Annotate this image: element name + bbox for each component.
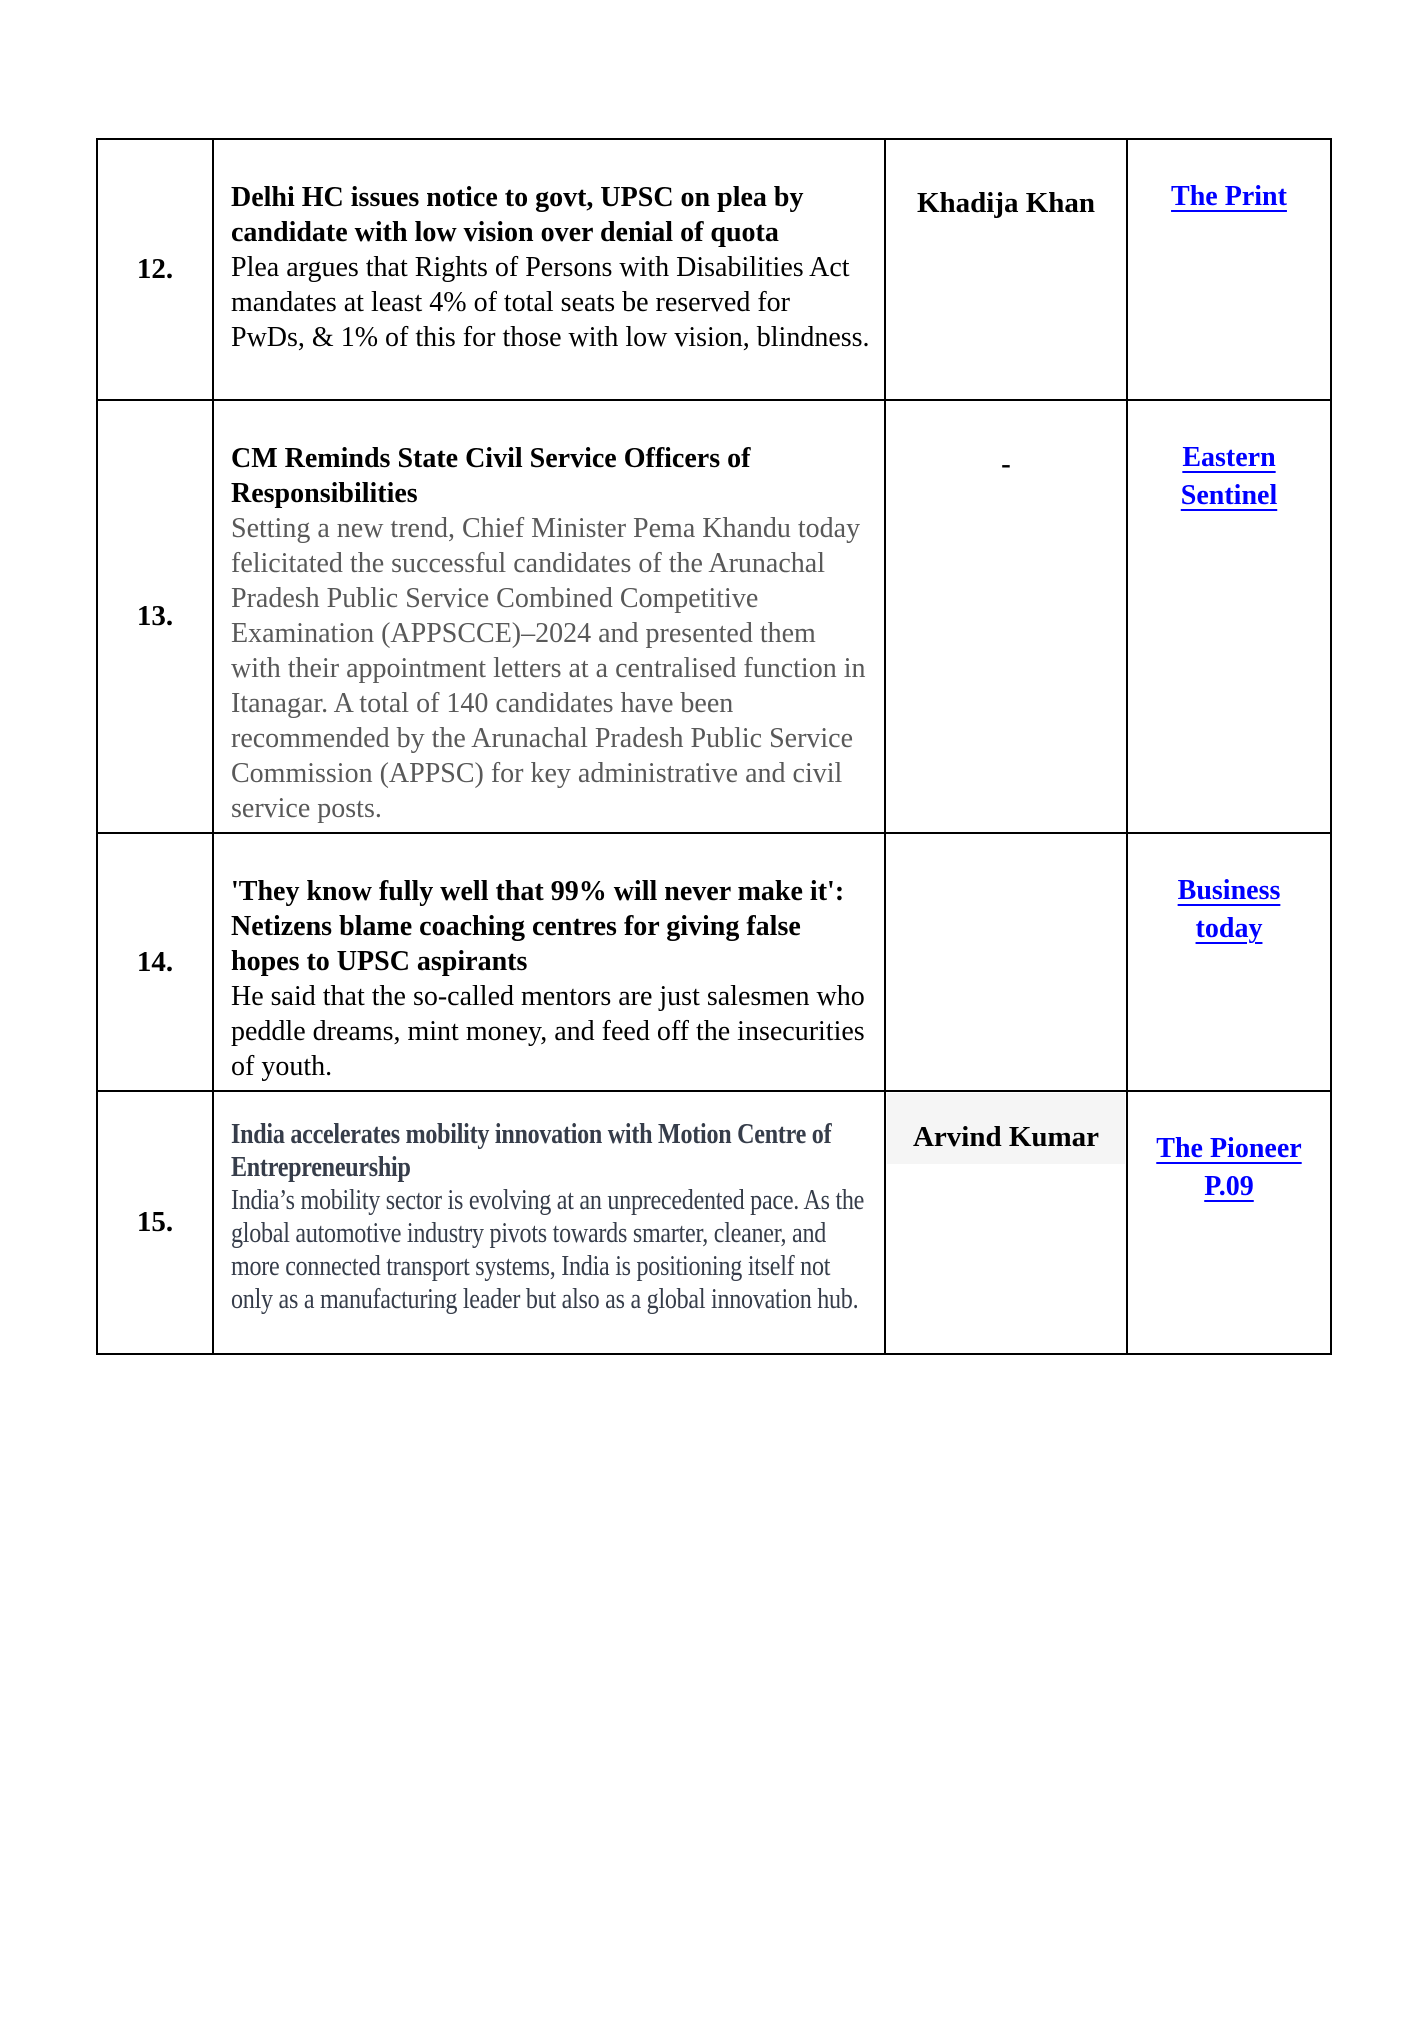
- row-content: [231, 1118, 868, 1316]
- author-cell: [885, 139, 1127, 400]
- author-cell: [885, 400, 1127, 833]
- row-number: 13.: [136, 600, 174, 632]
- summary: India’s mobility sector is evolving at an unprecedented pace. As the global automotive industry pivots towards smarter, cleaner, and more connected transport systems, India is positioning itself not only as a manufacturing leader but also as a global innovation hub.: [231, 1185, 865, 1315]
- source-cell: [1127, 400, 1331, 833]
- row-number-cell: [97, 1091, 213, 1354]
- row-number-cell: [97, 139, 213, 400]
- source-cell: [1127, 1091, 1331, 1354]
- row-content-cell: [213, 1091, 885, 1354]
- source-link[interactable]: The Pioneer P.09: [1156, 1133, 1302, 1202]
- headline: Delhi HC issues notice to govt, UPSC on plea by candidate with low vision over denial of quota: [231, 182, 804, 248]
- news-table: [96, 138, 1332, 1355]
- table-row: [97, 139, 1331, 400]
- source-link[interactable]: Business today: [1177, 875, 1281, 944]
- source-cell: [1127, 139, 1331, 400]
- summary: Setting a new trend, Chief Minister Pema Khandu today felicitated the successful candidates of the Arunachal Pradesh Public Service Combined Competitive Examination (APPSCCE)–2024 and presented them with their appointment letters at a centralised function in Itanagar. A total of 140 candidates have been recommended by the Arunachal Pradesh Public Service Commission (APPSC) for key administrative and civil service posts.: [231, 513, 866, 824]
- author-cell: [885, 833, 1127, 1091]
- table-row: [97, 1091, 1331, 1354]
- row-content-cell: [213, 139, 885, 400]
- author-name: Khadija Khan: [916, 187, 1096, 219]
- row-number-cell: [97, 833, 213, 1091]
- row-content: [231, 441, 870, 826]
- summary: He said that the so-called mentors are just salesmen who peddle dreams, mint money, and feed off the insecurities of youth.: [231, 981, 865, 1082]
- row-number-cell: [97, 400, 213, 833]
- row-number: 14.: [136, 945, 174, 978]
- source-link[interactable]: The Print: [1171, 181, 1287, 212]
- row-number: 12.: [136, 253, 174, 285]
- row-content: [231, 180, 870, 355]
- summary: Plea argues that Rights of Persons with Disabilities Act mandates at least 4% of total seats be reserved for PwDs, & 1% of this for those with low vision, blindness.: [231, 252, 870, 353]
- table-row: [97, 400, 1331, 833]
- source-cell: [1127, 833, 1331, 1091]
- row-content: [231, 874, 870, 1084]
- author-name: -: [1001, 448, 1011, 480]
- source-link[interactable]: Eastern Sentinel: [1180, 442, 1278, 511]
- table-row: [97, 833, 1331, 1091]
- row-content-cell: [213, 400, 885, 833]
- author-name: Arvind Kumar: [887, 1093, 1125, 1164]
- headline: CM Reminds State Civil Service Officers of Responsibilities: [231, 443, 751, 509]
- headline: 'They know fully well that 99% will never make it': Netizens blame coaching centres for giving false hopes to UPSC aspirants: [231, 876, 845, 977]
- row-content-cell: [213, 833, 885, 1091]
- author-cell: [885, 1091, 1127, 1354]
- headline: India accelerates mobility innovation with Motion Centre of Entrepreneurship: [231, 1119, 832, 1183]
- row-number: 15.: [136, 1206, 174, 1238]
